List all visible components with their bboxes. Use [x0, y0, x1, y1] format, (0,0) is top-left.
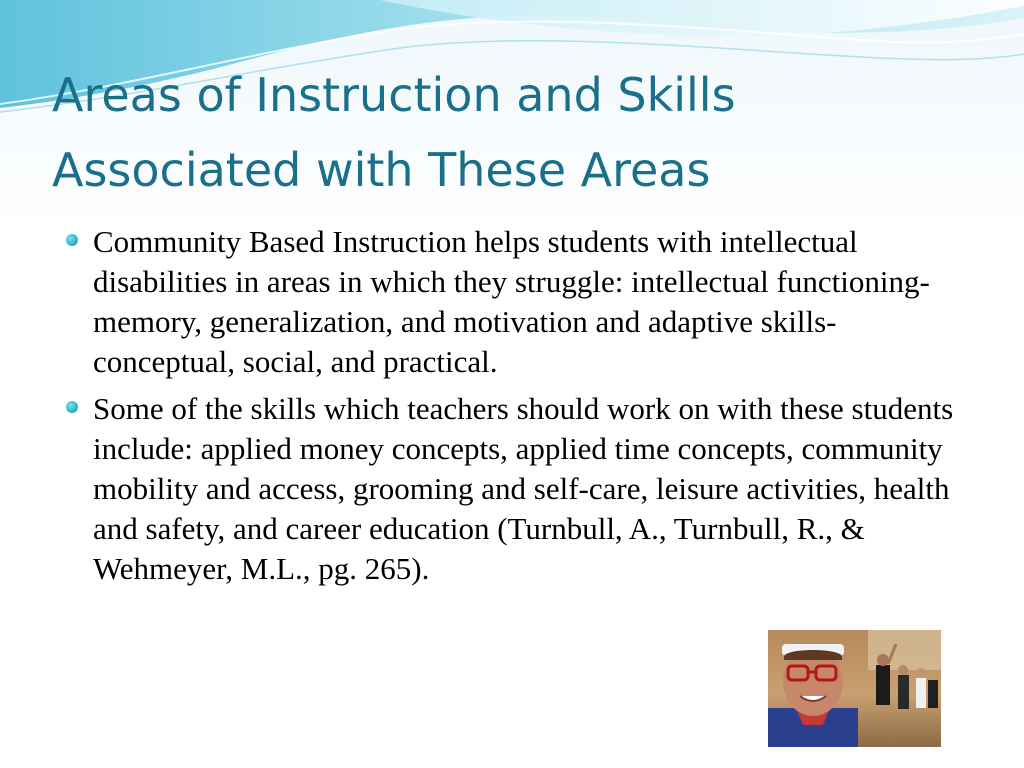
student-photo: [768, 630, 941, 747]
bullet-text: Some of the skills which teachers should work on with these students include: applied money concepts, applied time concepts, community mobility and access, grooming and self-care, leisure activities, health and safety, and career education (Turnbull, A., Turnbull, R., & Wehmeyer, M.L., pg. 265).: [93, 391, 954, 586]
slide-title-line-1: Areas of Instruction and Skills: [52, 68, 736, 122]
bullet-item: [66, 389, 966, 589]
bullet-item: [66, 222, 966, 382]
slide-title-line-2: Associated with These Areas: [52, 143, 711, 197]
bullet-text: Community Based Instruction helps students with intellectual disabilities in areas in which they struggle: intellectual functioning- memory, generalization, and motivation and adaptive skills- conceptual, social, and practical.: [93, 224, 930, 379]
bullet-list: [66, 222, 966, 596]
bullet-dot-icon: [66, 234, 78, 246]
bullet-dot-icon: [66, 401, 78, 413]
slide-title: [52, 58, 992, 208]
